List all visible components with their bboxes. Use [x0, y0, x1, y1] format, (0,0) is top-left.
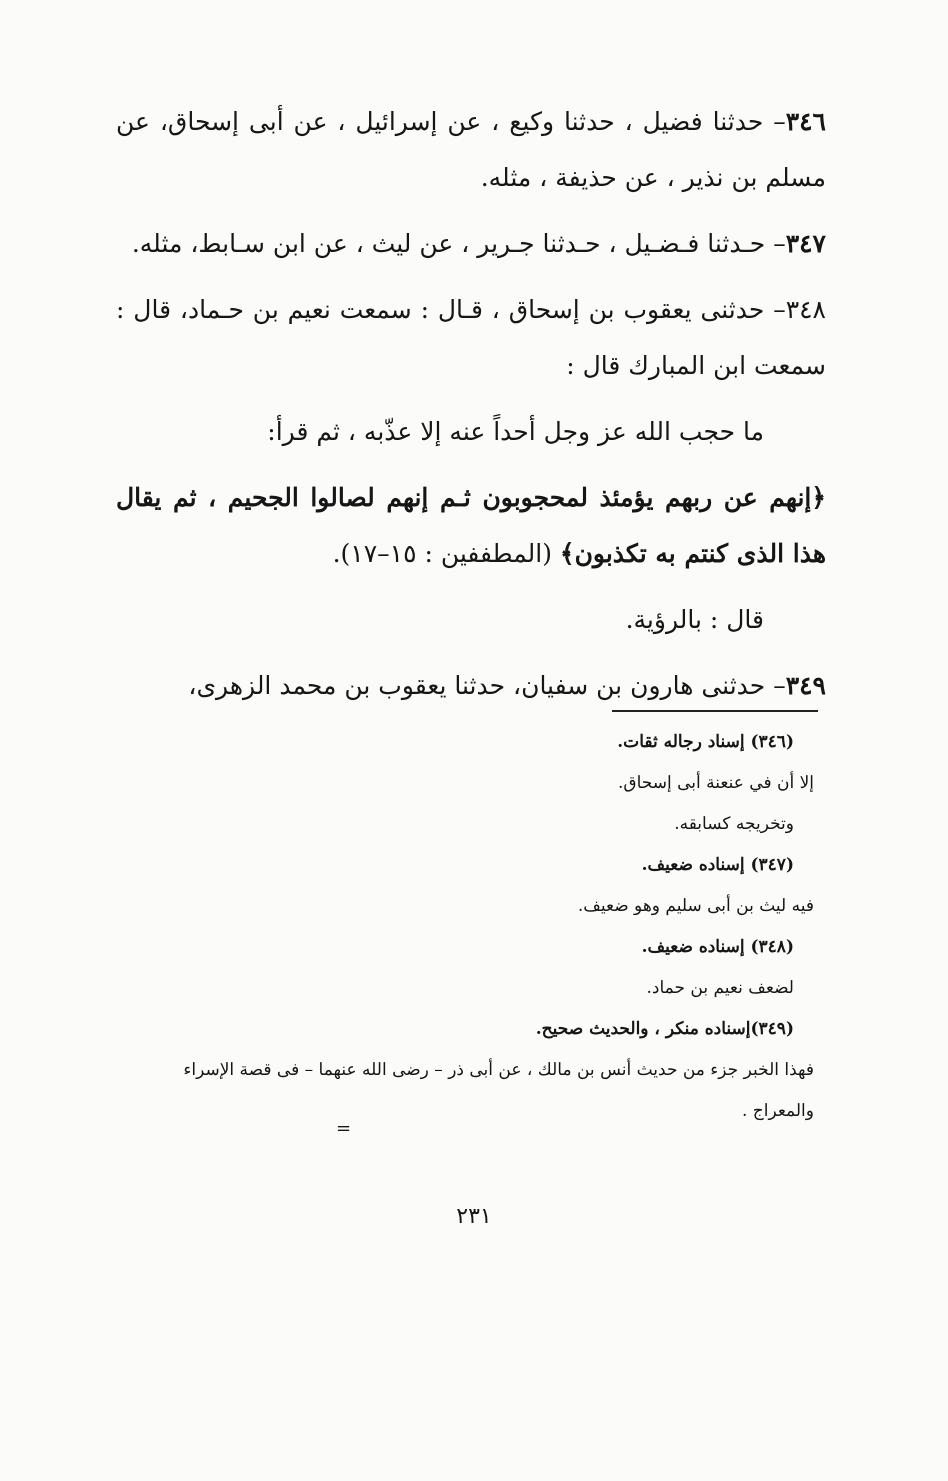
hadith-348 — [116, 282, 826, 394]
main-text — [116, 94, 826, 724]
quran-verse — [116, 470, 826, 582]
hadith-number: ٣٤٦ — [785, 107, 826, 136]
footnote-heading: (٣٤٩)إسناده منكر ، والحديث صحيح. — [535, 1019, 794, 1039]
footnotes — [122, 722, 822, 1132]
hadith-number: ٣٤٧ — [785, 229, 826, 258]
footnote-divider — [612, 710, 818, 712]
footnote-line: لضعف نعيم بن حماد. — [646, 978, 794, 998]
quote-intro: ما حجب الله عز وجل أحداً عنه إلا عذّبه ، ثم قرأ: — [267, 417, 764, 446]
said-line: قال : بالرؤية. — [625, 605, 764, 634]
hadith-number: ٣٤٨ — [785, 295, 826, 324]
footnote-line: فيه ليث بن أبى سليم وهو ضعيف. — [577, 896, 814, 916]
verse-reference: (المطففين : ١٥–١٧). — [332, 539, 560, 568]
footnote-line: وتخريجه كسابقه. — [674, 814, 794, 834]
footnote-heading: (٣٤٦) إسناد رجاله ثقات. — [617, 732, 794, 752]
hadith-346 — [116, 94, 826, 206]
hadith-text: – حـدثنا فـضـيل ، حـدثنا جـرير ، عن ليث ، عن ابن سـابط، مثله. — [131, 229, 786, 258]
page-number: ٢٣١ — [456, 1204, 492, 1229]
continuation-mark: = — [336, 1118, 352, 1139]
hadith-349 — [116, 658, 826, 714]
hadith-number: ٣٤٩ — [785, 671, 826, 700]
footnote-line: فهذا الخبر جزء من حديث أنس بن مالك ، عن أبى ذر – رضى الله عنهما – فى قصة الإسراء والمعراج . — [183, 1060, 814, 1121]
hadith-text: – حدثنى هارون بن سفيان، حدثنا يعقوب بن محمد الزهرى، — [188, 671, 786, 700]
footnote-heading: (٣٤٨) إسناده ضعيف. — [641, 937, 794, 957]
hadith-text: – حدثنى يعقوب بن إسحاق ، قـال : سمعت نعيم بن حـماد، قال : سمعت ابن المبارك قال : — [116, 295, 826, 380]
footnote-heading: (٣٤٧) إسناده ضعيف. — [641, 855, 794, 875]
footnote-line: إلا أن في عنعنة أبى إسحاق. — [618, 773, 814, 793]
verse-text: ﴿إنهم عن ربهم يؤمئذ لمحجوبون ثـم إنهم لصالوا الجحيم ، ثم يقال هذا الذى كنتم به تكذبون﴾ — [116, 483, 826, 568]
hadith-text: – حدثنا فضيل ، حدثنا وكيع ، عن إسرائيل ، عن أبى إسحاق، عن مسلم بن نذير ، عن حذيفة ، مثله. — [116, 107, 826, 192]
hadith-347 — [116, 216, 826, 272]
